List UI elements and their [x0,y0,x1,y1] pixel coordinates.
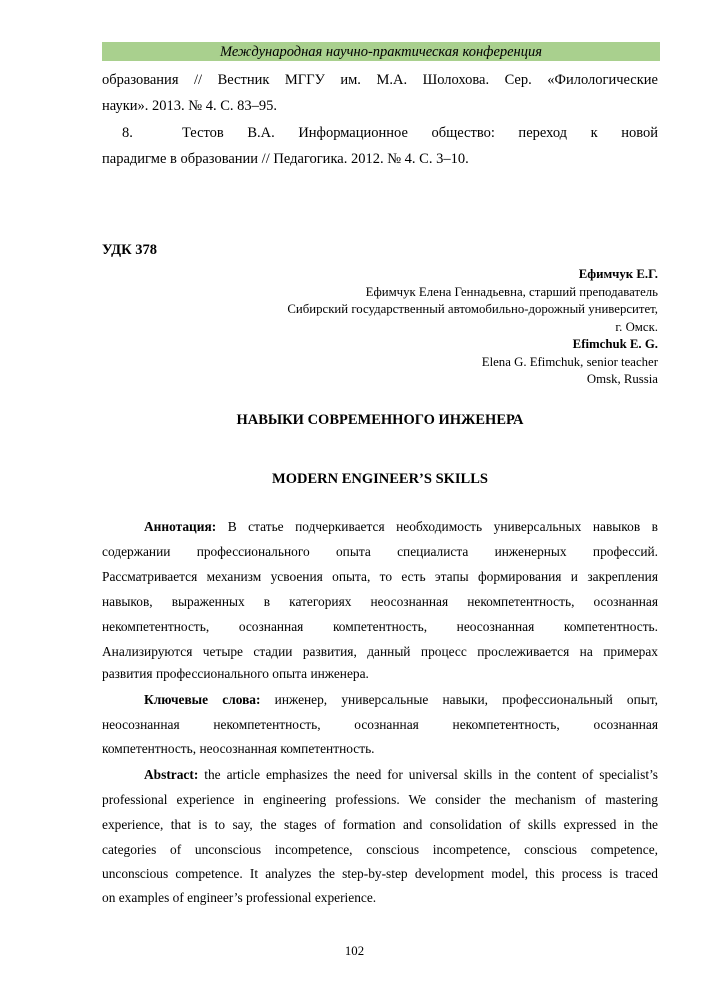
reference-8-line-2: парадигме в образовании // Педагогика. 2012. № 4. С. 3–10. [102,151,469,167]
reference-8-text: Тестов В.А. Информационное общество: переход к новой [182,125,658,141]
author-en-short: Efimchuk E. G. [572,337,658,351]
annotation-line-7: развития профессионального опыта инженера. [102,666,369,681]
annotation-line-2: содержании профессионального опыта специалиста инженерных профессий. [102,544,658,559]
annotation-line-3: Рассматривается механизм усвоения опыта, то есть этапы формирования и закрепления [102,569,658,584]
abstract-line-6: on examples of engineer’s professional experience. [102,890,377,905]
author-block [158,266,658,389]
keywords-line-3: компетентность, неосознанная компетентность. [102,741,375,756]
annotation-line-6: Анализируются четыре стадии развития, данный процесс прослеживается на примерах [102,644,658,659]
keywords-line-2: неосознанная некомпетентность, осознанная некомпетентность, осознанная [102,717,658,732]
abstract-label: Abstract: [144,767,199,782]
author-ru-full: Ефимчук Елена Геннадьевна, старший преподаватель [365,284,658,299]
annotation-line-1: Аннотация: В статье подчеркивается необходимость универсальных навыков в [144,519,658,534]
abstract-line-2: professional experience in engineering professions. We consider the mechanism of mastering [102,792,658,807]
keywords-line-1: Ключевые слова: инженер, универсальные навыки, профессиональный опыт, [144,692,658,707]
keywords-label: Ключевые слова: [144,692,261,707]
abstract-line-1: Abstract: the article emphasizes the need for universal skills in the content of specialist’s [144,767,658,782]
udc-code: УДК 378 [102,242,158,258]
abstract-line-5: unconscious competence. It analyzes the step-by-step development model, this process is traced [102,866,658,881]
abstract-line-4: categories of unconscious incompetence, conscious incompetence, conscious competence, [102,842,658,857]
annotation-line-5: некомпетентность, осознанная компетентность, неосознанная компетентность. [102,619,658,634]
title-en: MODERN ENGINEER’S SKILLS [272,471,488,487]
reference-7-line-2: науки». 2013. № 4. С. 83–95. [102,98,278,114]
author-ru-affiliation: Сибирский государственный автомобильно-дорожный университет, [287,302,658,316]
author-ru-short: Ефимчук Е.Г. [578,267,658,281]
annotation-line-4: навыков, выраженных в категориях неосознанная некомпетентность, осознанная [102,594,658,609]
author-en-full: Elena G. Efimchuk, senior teacher [481,354,658,369]
title-ru: НАВЫКИ СОВРЕМЕННОГО ИНЖЕНЕРА [236,412,524,428]
author-ru-city: г. Омск. [615,319,658,334]
author-en-city: Omsk, Russia [586,372,658,386]
reference-8-line-1 [102,121,658,145]
abstract-line-3: experience, that is to say, the stages of formation and consolidation of skills expressed in the [102,817,658,832]
page-number: 102 [344,944,365,958]
annotation-label: Аннотация: [144,519,217,534]
reference-8-number: 8. [122,125,133,141]
conference-header: Международная научно-практическая конференция [102,42,660,61]
reference-7-line-1: образования // Вестник МГГУ им. М.А. Шолохова. Сер. «Филологические [102,72,658,88]
